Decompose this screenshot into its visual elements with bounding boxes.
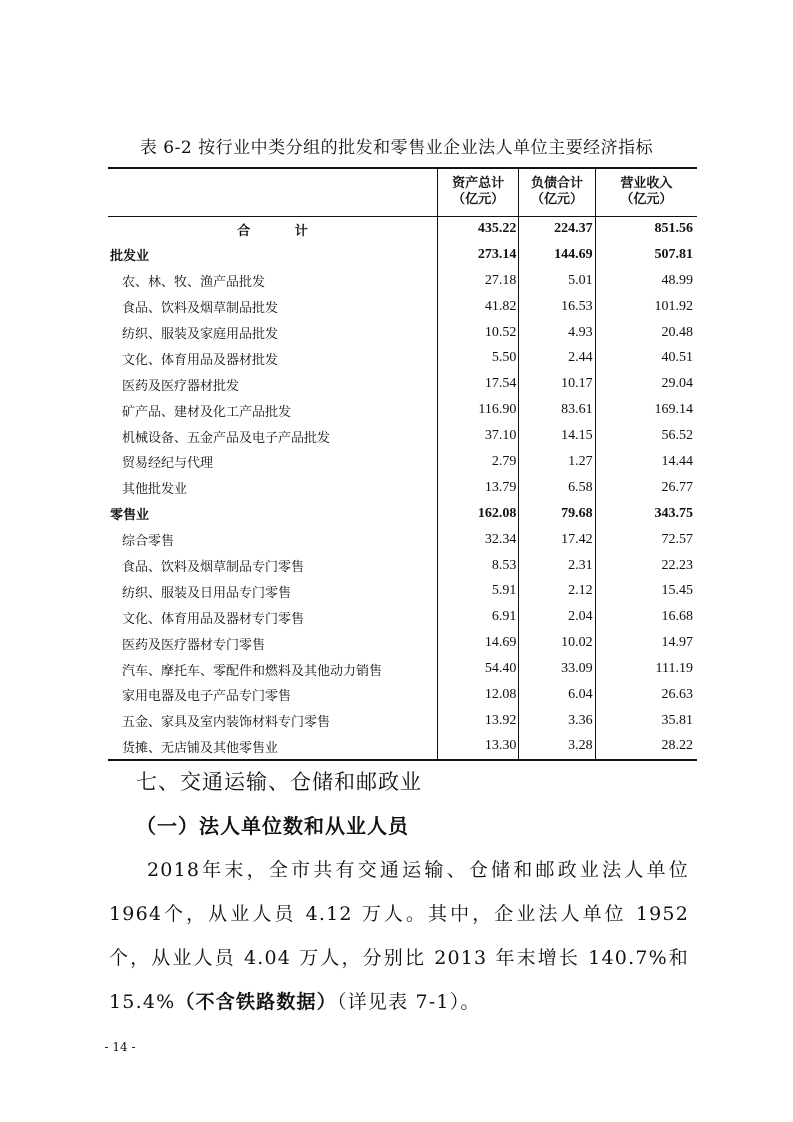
row-liabilities: 5.01 bbox=[519, 268, 595, 294]
row-revenue: 29.04 bbox=[595, 371, 697, 397]
row-assets: 54.40 bbox=[437, 656, 518, 682]
table-row bbox=[108, 345, 697, 371]
row-assets: 116.90 bbox=[437, 397, 518, 423]
row-liabilities: 1.27 bbox=[519, 449, 595, 475]
row-label: 机械设备、五金产品及电子产品批发 bbox=[122, 430, 331, 446]
row-label: 纺织、服装及家庭用品批发 bbox=[122, 327, 279, 342]
table-row bbox=[108, 423, 697, 449]
table-title: 表 6-2 按行业中类分组的批发和零售业企业法人单位主要经济指标 bbox=[139, 138, 654, 158]
table-header-row bbox=[108, 168, 697, 216]
row-assets: 27.18 bbox=[437, 268, 518, 294]
row-label: 货摊、无店铺及其他零售业 bbox=[122, 740, 279, 756]
row-liabilities: 33.09 bbox=[519, 656, 595, 682]
row-liabilities: 3.36 bbox=[519, 708, 595, 734]
row-liabilities: 224.37 bbox=[519, 216, 595, 242]
row-liabilities: 79.68 bbox=[519, 501, 595, 527]
table-row bbox=[108, 553, 697, 579]
row-revenue: 26.63 bbox=[595, 682, 697, 708]
table-row bbox=[108, 734, 697, 760]
row-assets: 5.50 bbox=[437, 345, 518, 371]
table-row bbox=[108, 268, 697, 294]
row-revenue: 20.48 bbox=[595, 320, 697, 346]
row-liabilities: 2.44 bbox=[519, 345, 595, 371]
row-label: 批发业 bbox=[110, 249, 150, 265]
header-liabilities bbox=[519, 168, 595, 216]
row-label: 汽车、摩托车、零配件和燃料及其他动力销售 bbox=[122, 663, 383, 679]
row-revenue: 343.75 bbox=[595, 501, 697, 527]
table-row bbox=[108, 708, 697, 734]
row-revenue: 507.81 bbox=[595, 242, 697, 268]
paragraph-tail: （详见表 7-1）。 bbox=[336, 991, 481, 1013]
table-row bbox=[108, 682, 697, 708]
row-liabilities: 17.42 bbox=[519, 527, 595, 553]
row-revenue: 851.56 bbox=[595, 216, 697, 242]
row-label: 五金、家具及室内装饰材料专门零售 bbox=[122, 715, 331, 731]
row-assets: 14.69 bbox=[437, 630, 518, 656]
row-revenue: 28.22 bbox=[595, 734, 697, 760]
row-revenue: 14.97 bbox=[595, 630, 697, 656]
paragraph-text bbox=[109, 848, 689, 1024]
row-label: 综合零售 bbox=[122, 534, 175, 550]
row-liabilities: 10.17 bbox=[519, 371, 595, 397]
table-row bbox=[108, 630, 697, 656]
row-label: 文化、体育用品及器材批发 bbox=[122, 352, 279, 368]
statistics-table bbox=[108, 167, 697, 761]
row-assets: 37.10 bbox=[437, 423, 518, 449]
table-body bbox=[108, 216, 697, 760]
row-assets: 12.08 bbox=[437, 682, 518, 708]
row-label: 农、林、牧、渔产品批发 bbox=[122, 275, 266, 291]
row-revenue: 15.45 bbox=[595, 578, 697, 604]
row-assets: 8.53 bbox=[437, 553, 518, 579]
table-row bbox=[108, 501, 697, 527]
row-liabilities: 6.58 bbox=[519, 475, 595, 501]
header-assets bbox=[437, 168, 518, 216]
row-revenue: 35.81 bbox=[595, 708, 697, 734]
table-row bbox=[108, 604, 697, 630]
row-liabilities: 144.69 bbox=[519, 242, 595, 268]
row-assets: 2.79 bbox=[437, 449, 518, 475]
row-liabilities: 2.12 bbox=[519, 578, 595, 604]
row-liabilities: 2.31 bbox=[519, 553, 595, 579]
row-label: 其他批发业 bbox=[122, 482, 188, 498]
row-revenue: 26.77 bbox=[595, 475, 697, 501]
row-liabilities: 16.53 bbox=[519, 294, 595, 320]
table-row bbox=[108, 475, 697, 501]
row-liabilities: 14.15 bbox=[519, 423, 595, 449]
row-label: 医药及医疗器材批发 bbox=[122, 378, 240, 394]
section-paragraph bbox=[109, 848, 689, 1024]
row-liabilities: 4.93 bbox=[519, 320, 595, 346]
row-liabilities: 10.02 bbox=[519, 630, 595, 656]
paragraph-bold: （不含铁路数据） bbox=[175, 991, 337, 1013]
row-assets: 10.52 bbox=[437, 320, 518, 346]
row-revenue: 40.51 bbox=[595, 345, 697, 371]
row-liabilities: 3.28 bbox=[519, 734, 595, 760]
row-assets: 13.30 bbox=[437, 734, 518, 760]
row-label: 矿产品、建材及化工产品批发 bbox=[122, 404, 292, 420]
table-row bbox=[108, 320, 697, 346]
row-label: 食品、饮料及烟草制品专门零售 bbox=[122, 560, 305, 576]
row-assets: 32.34 bbox=[437, 527, 518, 553]
header-liabilities-text: 负债合计 （亿元） bbox=[531, 176, 584, 208]
paragraph-main: 2018年末，全市共有交通运输、仓储和邮政业法人单位1964个，从业人员 4.12 万人。其中，企业法人单位 1952 个，从业人员 4.04 万人，分别比 2013 年末增长 140.7%和 15.4% bbox=[109, 859, 689, 1013]
table-row bbox=[108, 656, 697, 682]
row-assets: 162.08 bbox=[437, 501, 518, 527]
row-assets: 13.79 bbox=[437, 475, 518, 501]
header-revenue-text: 营业收入 （亿元） bbox=[620, 176, 673, 208]
table-row bbox=[108, 397, 697, 423]
row-assets: 13.92 bbox=[437, 708, 518, 734]
table-row bbox=[108, 371, 697, 397]
row-assets: 41.82 bbox=[437, 294, 518, 320]
table-row bbox=[108, 527, 697, 553]
row-revenue: 56.52 bbox=[595, 423, 697, 449]
table-row bbox=[108, 294, 697, 320]
row-assets: 6.91 bbox=[437, 604, 518, 630]
row-revenue: 22.23 bbox=[595, 553, 697, 579]
row-assets: 5.91 bbox=[437, 578, 518, 604]
row-revenue: 111.19 bbox=[595, 656, 697, 682]
page-number: - 14 - bbox=[104, 1040, 136, 1054]
row-label: 合 计 bbox=[237, 223, 328, 239]
row-revenue: 16.68 bbox=[595, 604, 697, 630]
header-category bbox=[108, 168, 437, 216]
row-label: 文化、体育用品及器材专门零售 bbox=[122, 611, 305, 627]
row-label: 家用电器及电子产品专门零售 bbox=[122, 689, 292, 705]
table-row bbox=[108, 242, 697, 268]
row-assets: 17.54 bbox=[437, 371, 518, 397]
header-assets-text: 资产总计 （亿元） bbox=[452, 176, 505, 208]
row-revenue: 14.44 bbox=[595, 449, 697, 475]
table-row bbox=[108, 449, 697, 475]
row-liabilities: 2.04 bbox=[519, 604, 595, 630]
row-liabilities: 83.61 bbox=[519, 397, 595, 423]
row-assets: 435.22 bbox=[437, 216, 518, 242]
row-revenue: 101.92 bbox=[595, 294, 697, 320]
table-row bbox=[108, 578, 697, 604]
section-subheading: （一）法人单位数和从业人员 bbox=[136, 814, 409, 838]
table-row bbox=[108, 216, 697, 242]
header-revenue bbox=[595, 168, 697, 216]
row-liabilities: 6.04 bbox=[519, 682, 595, 708]
row-revenue: 169.14 bbox=[595, 397, 697, 423]
statistics-table-container bbox=[108, 167, 697, 761]
row-label: 食品、饮料及烟草制品批发 bbox=[122, 301, 279, 317]
row-label: 纺织、服装及日用品专门零售 bbox=[122, 585, 292, 601]
row-revenue: 72.57 bbox=[595, 527, 697, 553]
row-label: 医药及医疗器材专门零售 bbox=[122, 637, 266, 653]
row-assets: 273.14 bbox=[437, 242, 518, 268]
row-label: 贸易经纪与代理 bbox=[122, 456, 214, 472]
row-label: 零售业 bbox=[110, 508, 150, 524]
row-revenue: 48.99 bbox=[595, 268, 697, 294]
section-heading: 七、交通运输、仓储和邮政业 bbox=[136, 770, 422, 794]
